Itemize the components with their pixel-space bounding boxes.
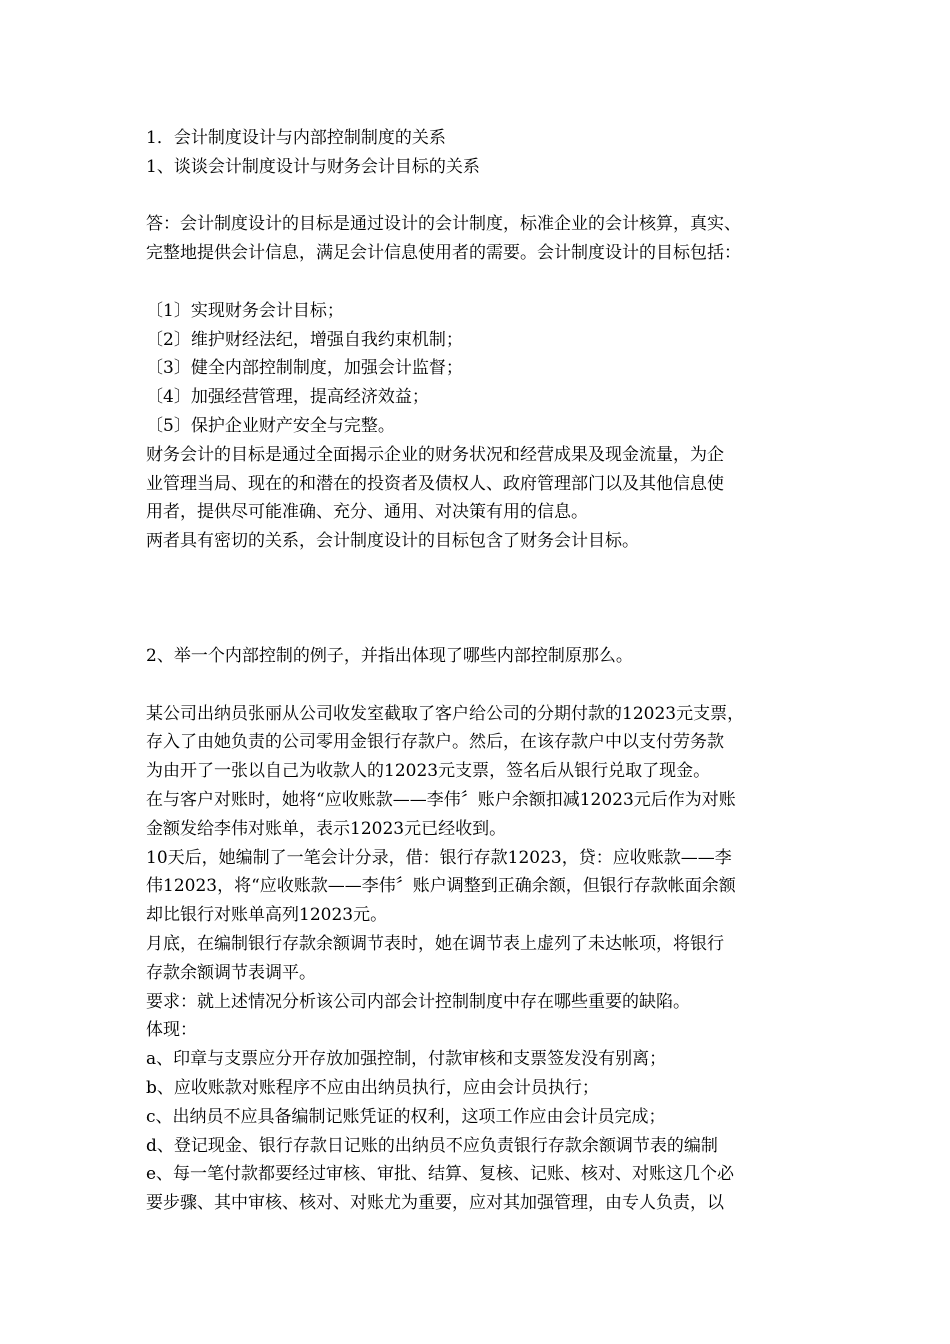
point-item: c、出纳员不应具备编制记账凭证的权利，这项工作应由会计员完成； [146, 1106, 666, 1127]
point-item: e、每一笔付款都要经过审核、审批、结算、复核、记账、核对、对账这几个必 [146, 1164, 735, 1185]
paragraph-line: 用者，提供尽可能准确、充分、通用、对决策有用的信息。 [146, 502, 588, 523]
case-line: 体现： [146, 1020, 197, 1041]
answer-line: 答：会计制度设计的目标是通过设计的会计制度，标准企业的会计核算，真实、 [146, 214, 741, 235]
blank-line [146, 268, 812, 297]
case-line: 在与客户对账时，她将“应收账款——李伟〞账户余额扣减12023元后作为对账 [146, 789, 736, 810]
section-gap [146, 556, 812, 642]
goal-item: 〔1〕实现财务会计目标； [146, 300, 344, 321]
goal-item: 〔2〕维护财经法纪，增强自我约束机制； [146, 329, 463, 350]
goal-item: 〔3〕健全内部控制制度，加强会计监督； [146, 358, 463, 379]
case-line: 10天后，她编制了一笔会计分录，借：银行存款12023，贷：应收账款——李 [146, 847, 732, 868]
case-line: 却比银行对账单高列12023元。 [146, 905, 388, 926]
goal-item: 〔4〕加强经营管理，提高经济效益； [146, 387, 429, 408]
document-heading: 1．会计制度设计与内部控制制度的关系 [146, 128, 446, 148]
case-line: 要求：就上述情况分析该公司内部会计控制制度中存在哪些重要的缺陷。 [146, 991, 690, 1012]
blank-line [146, 182, 812, 211]
question-1: 1、谈谈会计制度设计与财务会计目标的关系 [146, 156, 480, 177]
case-line: 某公司出纳员张丽从公司收发室截取了客户给公司的分期付款的12023元支票， [146, 703, 745, 724]
point-item: b、应收账款对账程序不应由出纳员执行，应由会计员执行； [146, 1077, 599, 1098]
case-line: 存入了由她负责的公司零用金银行存款户。然后，在该存款户中以支付劳务款 [146, 732, 724, 753]
point-item: d、登记现金、银行存款日记账的出纳员不应负责银行存款余额调节表的编制 [146, 1135, 718, 1156]
paragraph-line: 业管理当局、现在的和潜在的投资者及债权人、政府管理部门以及其他信息使 [146, 473, 724, 494]
blank-line [146, 671, 812, 700]
case-line: 月底，在编制银行存款余额调节表时，她在调节表上虚列了未达帐项，将银行 [146, 933, 724, 954]
paragraph-line: 财务会计的目标是通过全面揭示企业的财务状况和经营成果及现金流量，为企 [146, 444, 724, 465]
document-page [146, 124, 812, 1218]
goal-item: 〔5〕保护企业财产安全与完整。 [146, 415, 395, 436]
answer-line: 完整地提供会计信息，满足会计信息使用者的需要。会计制度设计的目标包括： [146, 243, 741, 264]
case-line: 金额发给李伟对账单，表示12023元已经收到。 [146, 818, 507, 839]
case-line: 伟12023，将“应收账款——李伟〞账户调整到正确余额，但银行存款帐面余额 [146, 876, 736, 897]
paragraph-line: 两者具有密切的关系，会计制度设计的目标包含了财务会计目标。 [146, 531, 639, 552]
case-line: 为由开了一张以自己为收款人的12023元支票，签名后从银行兑取了现金。 [146, 761, 711, 782]
point-item: a、印章与支票应分开存放加强控制，付款审核和支票签发没有别离； [146, 1049, 667, 1070]
point-item: 要步骤、其中审核、核对、对账尤为重要，应对其加强管理，由专人负责，以 [146, 1193, 724, 1214]
question-2: 2、举一个内部控制的例子，并指出体现了哪些内部控制原那么。 [146, 645, 633, 666]
case-line: 存款余额调节表调平。 [146, 962, 316, 983]
